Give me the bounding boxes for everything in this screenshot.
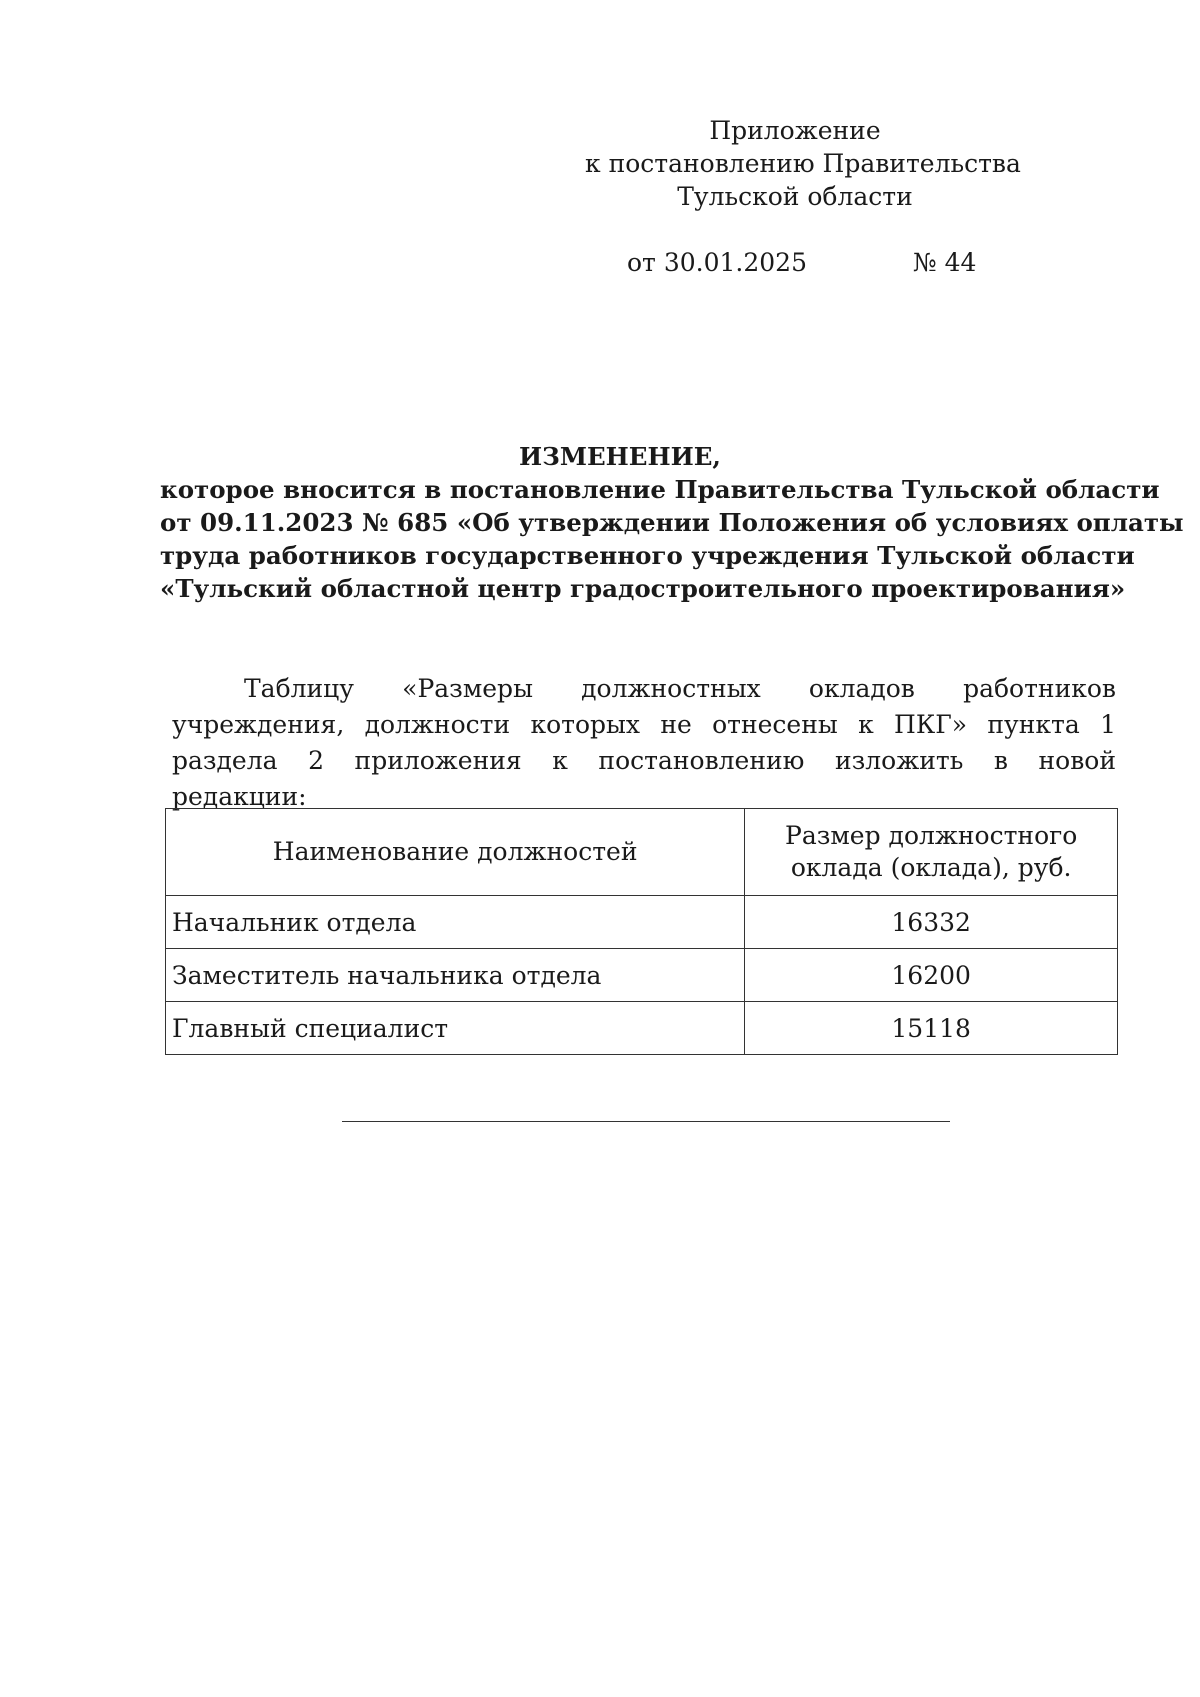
title-line: труда работников государственного учреждения Тульской области bbox=[160, 541, 1135, 570]
title-line: «Тульский областной центр градостроительного проектирования» bbox=[160, 574, 1126, 603]
appendix-header bbox=[585, 114, 1021, 213]
header-salary: Размер должностного оклада (оклада), руб. bbox=[745, 809, 1118, 896]
salary-amount: 16332 bbox=[745, 896, 1118, 949]
header-position: Наименование должностей bbox=[166, 809, 745, 896]
position-name: Главный специалист bbox=[166, 1002, 745, 1055]
body-paragraph: Таблицу «Размеры должностных окладов работников учреждения, должности которых не отнесены к ПКГ» пункта 1 раздела 2 приложения к постановлению изложить в новой редакции: bbox=[172, 674, 1116, 811]
table-row bbox=[166, 896, 1118, 949]
position-name: Заместитель начальника отдела bbox=[166, 949, 745, 1002]
table-header-row bbox=[166, 809, 1118, 896]
position-name: Начальник отдела bbox=[166, 896, 745, 949]
table-row bbox=[166, 1002, 1118, 1055]
salary-amount: 16200 bbox=[745, 949, 1118, 1002]
appendix-region: Тульской области bbox=[677, 182, 913, 211]
end-divider bbox=[342, 1121, 950, 1122]
title-heading: ИЗМЕНЕНИЕ, bbox=[519, 442, 721, 471]
decree-number: № 44 bbox=[913, 248, 977, 277]
document-title bbox=[160, 440, 1184, 605]
title-line: которое вносится в постановление Правительства Тульской области bbox=[160, 475, 1160, 504]
appendix-reference: к постановлению Правительства bbox=[585, 149, 1021, 178]
salary-table bbox=[165, 808, 1118, 1055]
decree-date: от 30.01.2025 bbox=[627, 248, 807, 277]
appendix-label: Приложение bbox=[709, 116, 881, 145]
salary-amount: 15118 bbox=[745, 1002, 1118, 1055]
table-row bbox=[166, 949, 1118, 1002]
title-line: от 09.11.2023 № 685 «Об утверждении Положения об условиях оплаты bbox=[160, 508, 1184, 537]
